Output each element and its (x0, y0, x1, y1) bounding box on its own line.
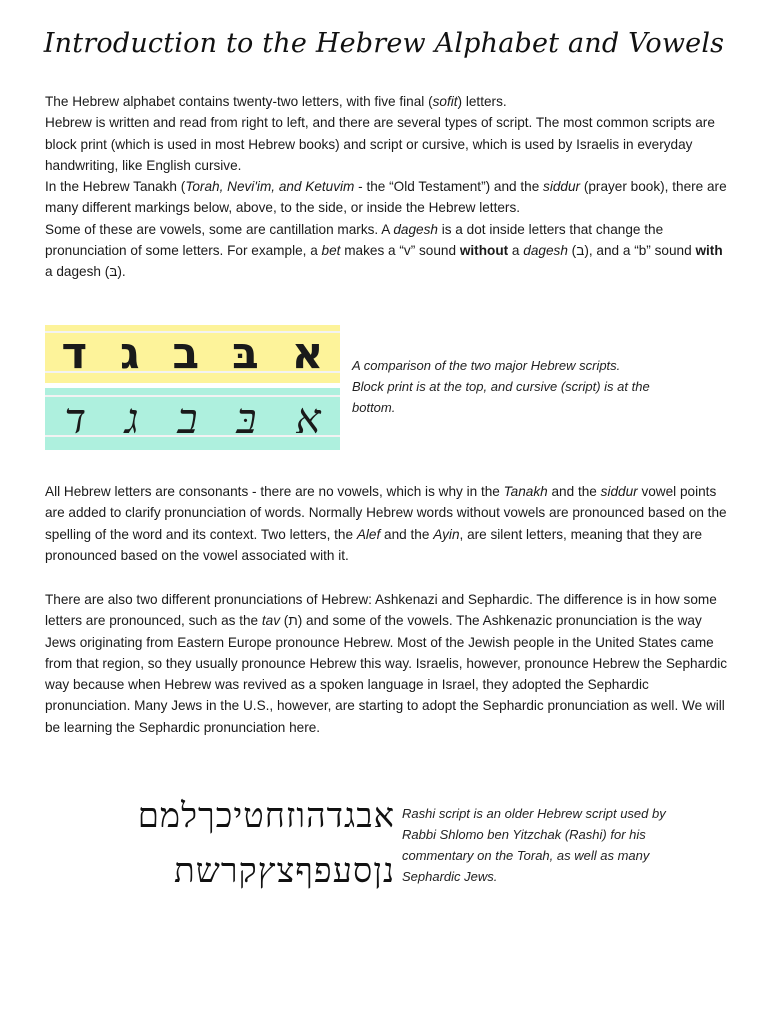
text-run: and the (547, 484, 601, 499)
block-letter-dalet: ד (61, 328, 88, 379)
caption-line: Sephardic Jews. (402, 869, 498, 884)
caption-line: commentary on the Torah, as well as many (402, 848, 650, 863)
cursive-letter-dalet: ד (64, 394, 87, 443)
intro-line-direction: Hebrew is written and read from right to left, and there are several types of script. The most common scripts are block print (which is used in most Hebrew books) and script or cursive, which is used by Israelis in everyday handwriting, like English cursive. (45, 115, 715, 173)
text-run: siddur (600, 484, 638, 499)
rashi-caption (402, 803, 732, 887)
text-run: Ayin (433, 526, 460, 542)
block-letter-alef: א (291, 328, 324, 379)
text-run: , are silent letters, meaning that they are pronounced based on the vowel associated with it. (45, 526, 703, 563)
text-run: All Hebrew letters are consonants - there are no vowels, which is why in the (45, 484, 504, 499)
text-run: The Hebrew alphabet contains twenty-two letters, with five final ( (45, 94, 433, 109)
text-run: and the (380, 526, 434, 542)
caption-line: Block print is at the top, and cursive (script) is at the (352, 379, 650, 394)
caption-line: A comparison of the two major Hebrew scripts. (352, 358, 621, 373)
intro-paragraph (45, 91, 730, 283)
text-run: makes a “v” sound (340, 243, 460, 259)
paragraph-text (45, 589, 730, 738)
text-run: tav (261, 613, 281, 629)
consonants-paragraph (45, 481, 730, 566)
text-run: dagesh (393, 221, 438, 237)
cursive-letter-bet: בּ (236, 394, 257, 443)
text-run: vowel points are added to clarify pronunciation of words. Normally Hebrew words without vowels are pronounced based on the spelling of the word and its context. Two letters, the (45, 484, 727, 542)
cursive-letter-vet: ב (177, 394, 198, 443)
cursive-letter-alef: א (295, 394, 321, 443)
text-run: sofit (432, 94, 458, 109)
text-run: (ת) and some of the vowels. The Ashkenazic pronunciation is the way Jews originating from Eastern Europe pronounce Hebrew. Most of the Jewish people in the United States came from that region, so they usually pronounce Hebrew this way. Israelis, however, pronounce Hebrew the Sephardic way because when Hebrew was revived as a spoken language in Israel, they adopted the Sephardic pronunciation. Many Jews in the U.S., however, are starting to adopt the Sephardic pronunciation as well. We will be learning the Sephardic pronunciation here. (45, 613, 728, 735)
text-run: (ב), and a “b” sound (567, 243, 696, 259)
caption-line: Rashi script is an older Hebrew script used by (402, 806, 666, 821)
text-run: dagesh (523, 243, 568, 259)
rashi-alphabet-row-2: נןסעפףצץקרשת (174, 851, 395, 891)
intro-line-final-letters (45, 91, 730, 112)
text-run: is a dot inside letters that change the pronunciation of some letters. For example, a (45, 221, 664, 259)
cursive-row (45, 388, 340, 450)
text-run: Torah, Nevi'im, and Ketuvim (185, 179, 355, 195)
rashi-alphabet-row-1: אבגדהוזחטיכךלמם (137, 796, 395, 836)
paragraph-text (45, 481, 730, 566)
text-run: Tanakh (503, 484, 548, 499)
text-run: ) letters. (457, 94, 507, 109)
text-run: with (695, 243, 723, 259)
block-letter-bet: בּ (231, 328, 259, 379)
caption-line: bottom. (352, 400, 396, 415)
block-letter-gimel: ג (119, 328, 140, 379)
intro-line-dagesh (45, 219, 730, 283)
text-run: There are also two different pronunciations of Hebrew: Ashkenazi and Sephardic. The difference is in how some letters are pronounced, such as the (45, 592, 717, 629)
text-run: bet (321, 243, 341, 259)
text-run: - the “Old Testament”) and the (354, 179, 544, 195)
text-run: a dagesh (בּ). (45, 264, 126, 280)
block-print-row (45, 325, 340, 383)
text-run: siddur (543, 179, 581, 195)
script-comparison-caption (352, 355, 732, 418)
text-run: Some of these are vowels, some are cantillation marks. A (45, 221, 394, 237)
text-run: (prayer book), there are many different markings below, above, to the side, or inside the Hebrew letters. (45, 179, 727, 216)
text-run: a (508, 243, 524, 259)
text-run: In the Hebrew Tanakh ( (45, 179, 186, 195)
script-comparison-figure (45, 325, 340, 450)
intro-line-tanakh (45, 176, 730, 219)
text-run: Alef (356, 526, 381, 542)
cursive-letter-gimel: ג (124, 394, 139, 443)
caption-line: Rabbi Shlomo ben Yitzchak (Rashi) for his (402, 827, 646, 842)
text-run: without (459, 243, 509, 259)
block-letter-vet: ב (172, 328, 200, 379)
page-title: Introduction to the Hebrew Alphabet and Vowels (43, 28, 725, 59)
pronunciation-paragraph (45, 589, 730, 738)
